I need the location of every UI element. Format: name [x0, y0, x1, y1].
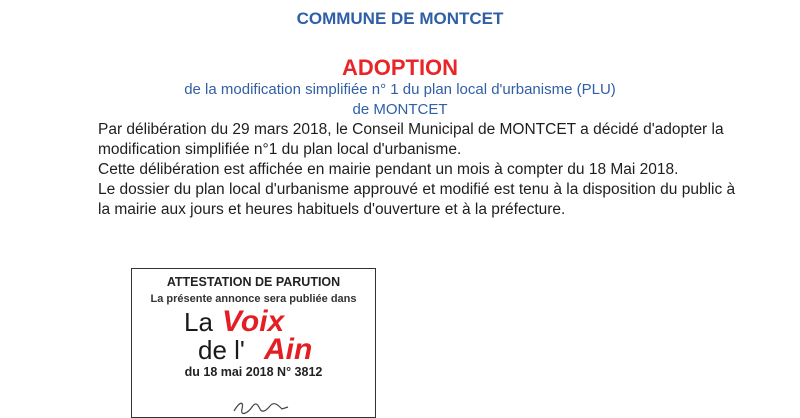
paragraph-file: Le dossier du plan local d'urbanisme approuvé et modifié est tenu à la disposition du public à la mairie aux jours et heures habituels d'ouverture et à la préfecture.	[98, 181, 736, 218]
logo-de-l: de l'	[197, 335, 245, 363]
notice-body	[98, 120, 738, 220]
subtitle-line-2: de MONTCET	[352, 101, 448, 118]
stamp-date: du 18 mai 2018 N° 3812	[184, 365, 323, 379]
logo-voix: Voix	[221, 305, 284, 338]
stamp-title: ATTESTATION DE PARUTION	[166, 275, 341, 289]
notice-title: ADOPTION	[341, 55, 459, 80]
paragraph-display: Cette délibération est affichée en mairie pendant un mois à compter du 18 Mai 2018.	[98, 161, 679, 178]
logo-la: La	[183, 307, 213, 337]
la-voix-de-l-ain-logo	[154, 305, 354, 363]
notice-subtitle	[160, 80, 640, 120]
stamp-subtitle: La présente annonce sera publiée dans	[150, 293, 357, 305]
logo-ain: Ain	[263, 333, 312, 363]
signature-scribble	[232, 397, 292, 417]
subtitle-line-1: de la modification simplifiée n° 1 du plan local d'urbanisme (PLU)	[184, 81, 616, 98]
paragraph-deliberation: Par délibération du 29 mars 2018, le Conseil Municipal de MONTCET a décidé d'adopter la modification simplifiée n°1 du plan local d'urbanisme.	[98, 121, 724, 158]
publication-stamp	[131, 268, 376, 418]
commune-heading: COMMUNE DE MONTCET	[296, 9, 504, 28]
